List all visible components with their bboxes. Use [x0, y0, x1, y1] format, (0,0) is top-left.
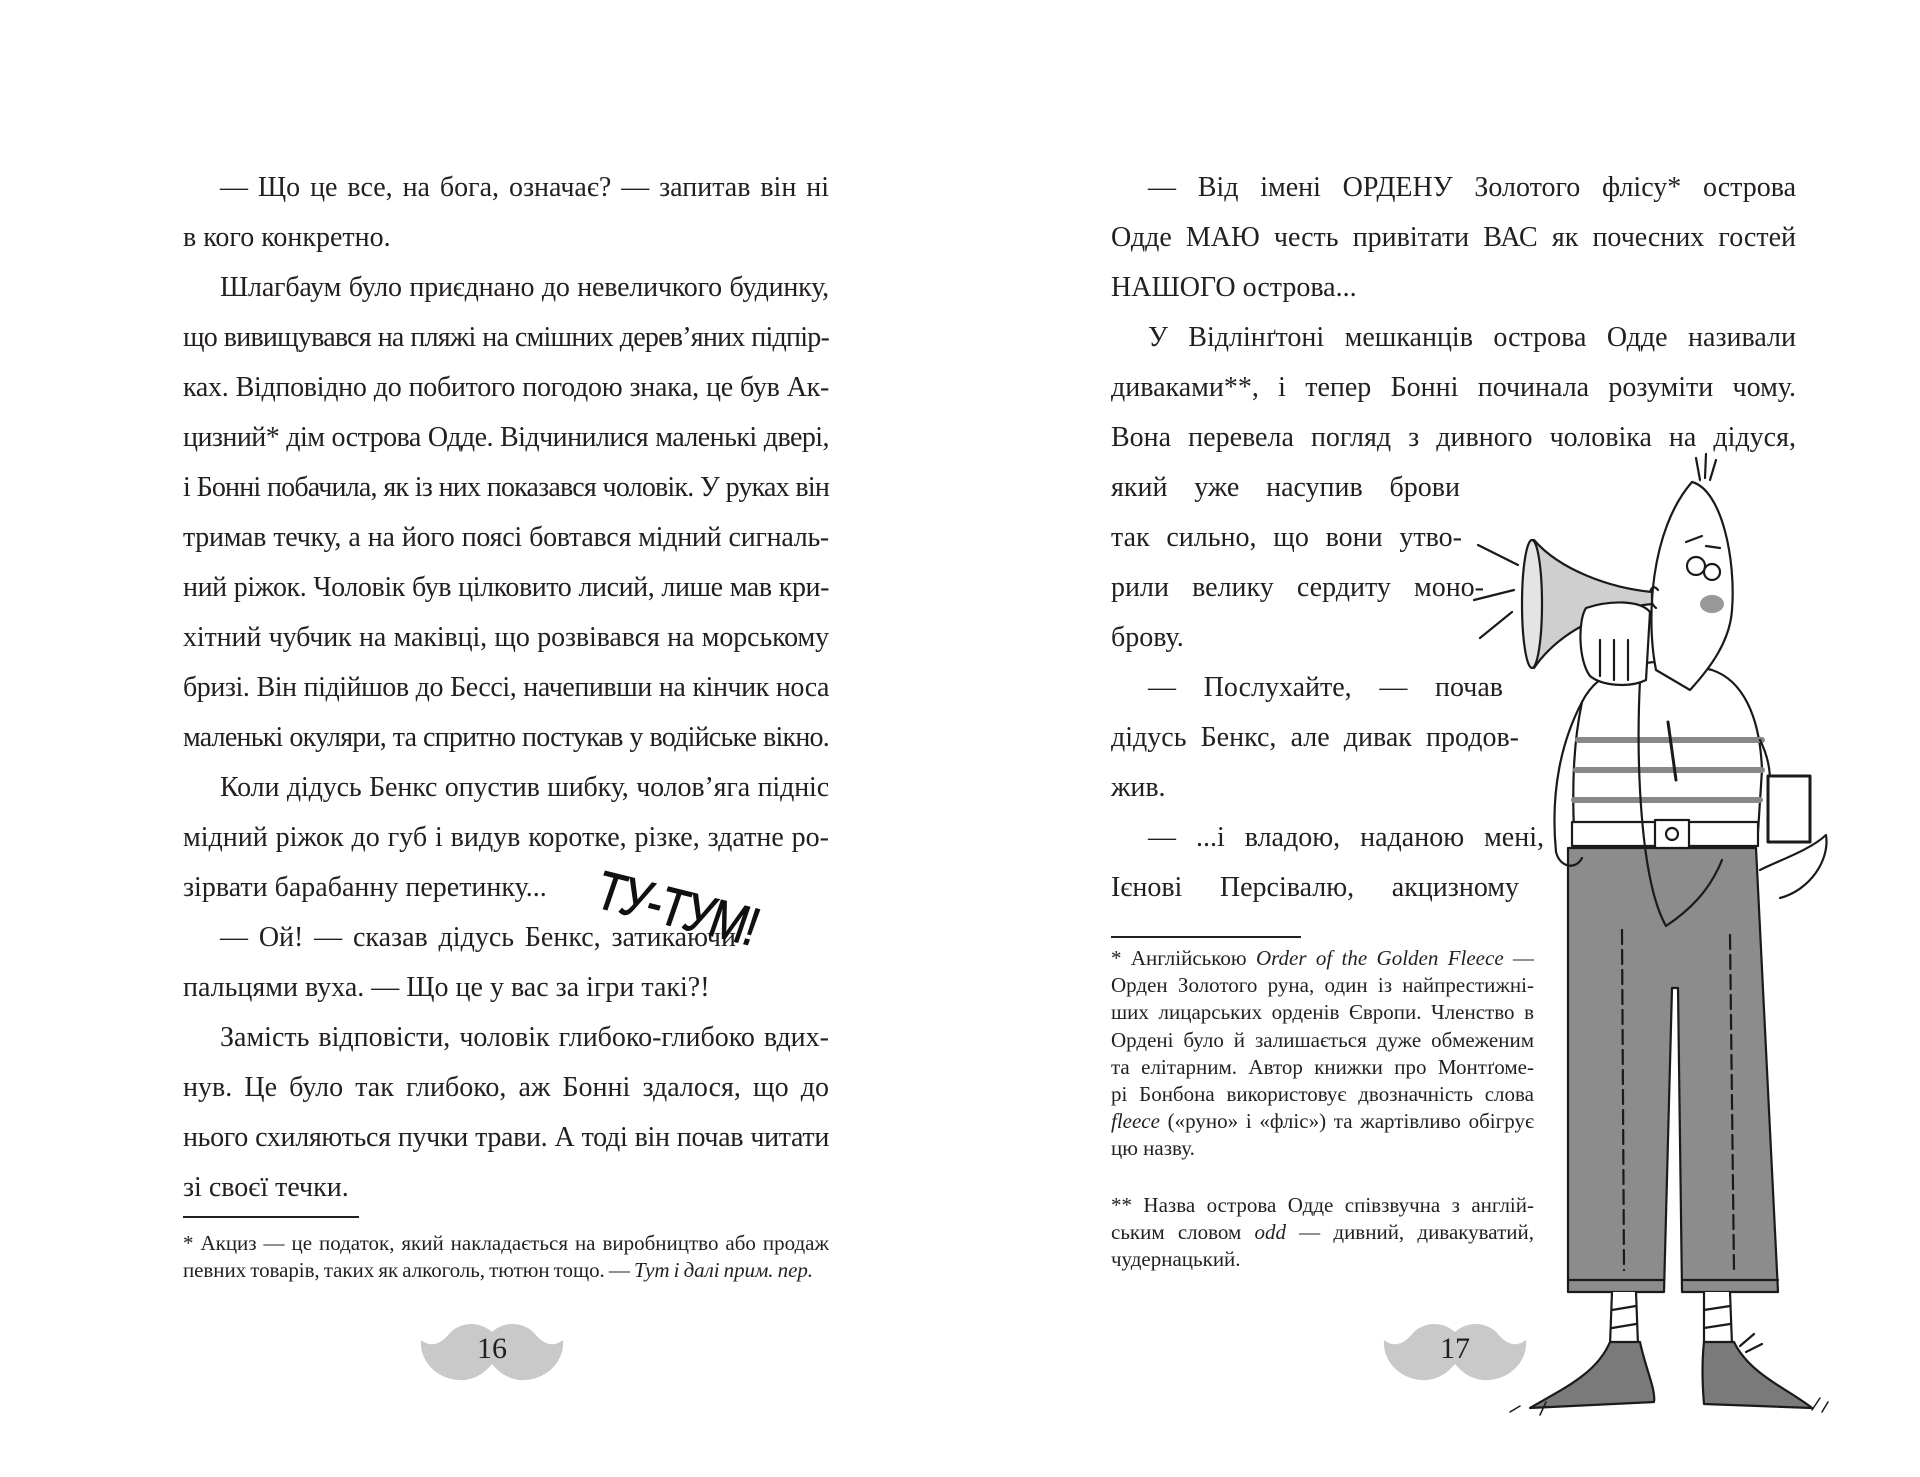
footnote-text: та елітарним. Автор книжки про Монтґоме- — [1111, 1054, 1534, 1079]
footnote-text: рі Бонбона використовує двозначність слова — [1111, 1081, 1534, 1106]
text-line: НАШОГО острова... — [1111, 272, 1357, 303]
text-line: і Бонні побачила, як із них показався чоловік. У руках він — [183, 472, 829, 503]
text-line: Ієнові Персівалю, акцизному — [1111, 872, 1519, 903]
footnote-text: ** Назва острова Одде співзвучна з англій- — [1111, 1192, 1534, 1217]
text-line: нього схиляються пучки трави. А тоді він почав читати — [183, 1122, 829, 1153]
text-line: рили велику сердиту моно- — [1111, 572, 1484, 603]
text-line: диваками**, і тепер Бонні починала розуміти чому. — [1111, 372, 1796, 403]
text-line: ний ріжок. Чоловік був цілковито лисий, лише мав кри- — [183, 572, 829, 603]
page-number-text: 16 — [477, 1332, 507, 1365]
text-line: бризі. Він підійшов до Бессі, начепивши на кінчик носа — [183, 672, 829, 703]
text-line: що вивищувався на пляжі на смішних дерев’яних підпір- — [183, 322, 829, 353]
text-line: зірвати барабанну перетинку... — [183, 872, 547, 903]
text-line: хітний чубчик на маківці, що розвівався на морському — [183, 622, 829, 653]
text-line: так сильно, що вони утво- — [1111, 522, 1462, 553]
footnote-text: Ордені було й залишається дуже обмеженим — [1111, 1027, 1534, 1052]
text-line: маленькі окуляри, та спритно постукав у водійське вікно. — [183, 722, 829, 753]
footnote-text: — дивний, дивакуватий, — [1285, 1219, 1534, 1244]
text-line: — Ой! — сказав дідусь Бенкс, затикаючи — [220, 922, 736, 953]
sound-lines-icon — [1474, 545, 1518, 638]
folder — [1768, 776, 1810, 842]
sound-effect-lettering — [588, 860, 858, 992]
text-line: в кого конкретно. — [183, 222, 391, 253]
text-line: — Послухайте, — почав — [1148, 672, 1503, 703]
text-line: мідний ріжок до губ і видув коротке, різке, здатне ро- — [183, 822, 829, 853]
right-shoe — [1703, 1342, 1813, 1408]
hair-tuft — [1696, 454, 1716, 480]
footnote-text: Орден Золотого руна, один із найпрестижні- — [1111, 973, 1534, 998]
text-line: Вона перевела погляд з дивного чоловіка на дідуся, — [1111, 422, 1796, 453]
left-shoe — [1530, 1342, 1654, 1408]
text-line: брову. — [1111, 622, 1184, 653]
socks — [1610, 1292, 1732, 1345]
text-line: — Від імені ОРДЕНУ Золотого флісу* острова — [1148, 172, 1796, 203]
italic-text: Тут і далі прим. пер. — [634, 1258, 813, 1283]
footnote-line — [183, 1257, 829, 1284]
italic-text: fleece — [1111, 1109, 1160, 1134]
right-footnote-divider — [1111, 936, 1301, 938]
footnote-text: ським словом — [1111, 1219, 1255, 1244]
text-line: жив. — [1111, 772, 1166, 803]
trousers — [1568, 848, 1778, 1292]
head — [1651, 482, 1732, 690]
text-line: У Відлінґтоні мешканців острова Одде називали — [1148, 322, 1796, 353]
text-line: дідусь Бенкс, але дивак продов- — [1111, 722, 1519, 753]
man-with-horn-illustration — [1450, 440, 1830, 1450]
footnote-text: чудернацький. — [1111, 1246, 1241, 1271]
text-line: ках. Відповідно до побитого погодою знака, це був Ак- — [183, 372, 829, 403]
footnote-text: цю назву. — [1111, 1136, 1195, 1161]
page-number-left — [417, 1318, 567, 1388]
italic-text: Order of the Golden Fleece — [1255, 946, 1504, 970]
left-page-body-text — [183, 163, 829, 1213]
left-footnote-divider — [183, 1216, 359, 1218]
hand — [1580, 602, 1650, 685]
text-line: — ...і владою, наданою мені, — [1148, 822, 1544, 853]
text-line: який уже насупив брови — [1111, 472, 1460, 503]
left-footnote — [183, 1230, 829, 1284]
text-line: пальцями вуха. — Що це у вас за ігри такі?! — [183, 972, 710, 1003]
footnote-line — [183, 1230, 829, 1257]
text-line: тримав течку, а на його поясі бовтався мідний сигналь- — [183, 522, 829, 553]
text-line: Шлагбаум було приєднано до невеличкого будинку, — [220, 272, 829, 303]
footnote-text: ших лицарських орденів Європи. Членство в — [1111, 1000, 1534, 1025]
footnote-text: — — [1503, 946, 1535, 970]
text-line: Коли дідусь Бенкс опустив шибку, чолов’яга підніс — [220, 772, 829, 803]
text-line: цизний* дім острова Одде. Відчинилися маленькі двері, — [183, 422, 829, 453]
footnote-text: * Акциз — це податок, який накладається на виробництво або продаж — [183, 1231, 829, 1255]
striped-shirt — [1573, 662, 1762, 832]
footnote-text: («руно» і «фліс») та жартівливо обігрує — [1159, 1109, 1534, 1134]
text-line: нув. Це було так глибоко, аж Бонні здалося, що до — [183, 1072, 829, 1103]
sound-effect-text: ТУ-ТУМ! — [588, 860, 766, 957]
text-line: — Що це все, на бога, означає? — запитав він ні — [220, 172, 829, 203]
page-number-text: 17 — [1440, 1332, 1470, 1365]
text-line: Одде МАЮ честь привітати ВАС як почесних гостей — [1111, 222, 1796, 253]
footnote-text: певних товарів, таких як алкоголь, тютюн тощо. — — [183, 1258, 634, 1283]
italic-text: odd — [1254, 1219, 1286, 1244]
text-line: зі своєї течки. — [183, 1172, 349, 1203]
footnote-text: * Англійською — [1111, 946, 1256, 970]
text-line: Замість відповісти, чоловік глибоко-глибоко вдих- — [220, 1022, 829, 1053]
